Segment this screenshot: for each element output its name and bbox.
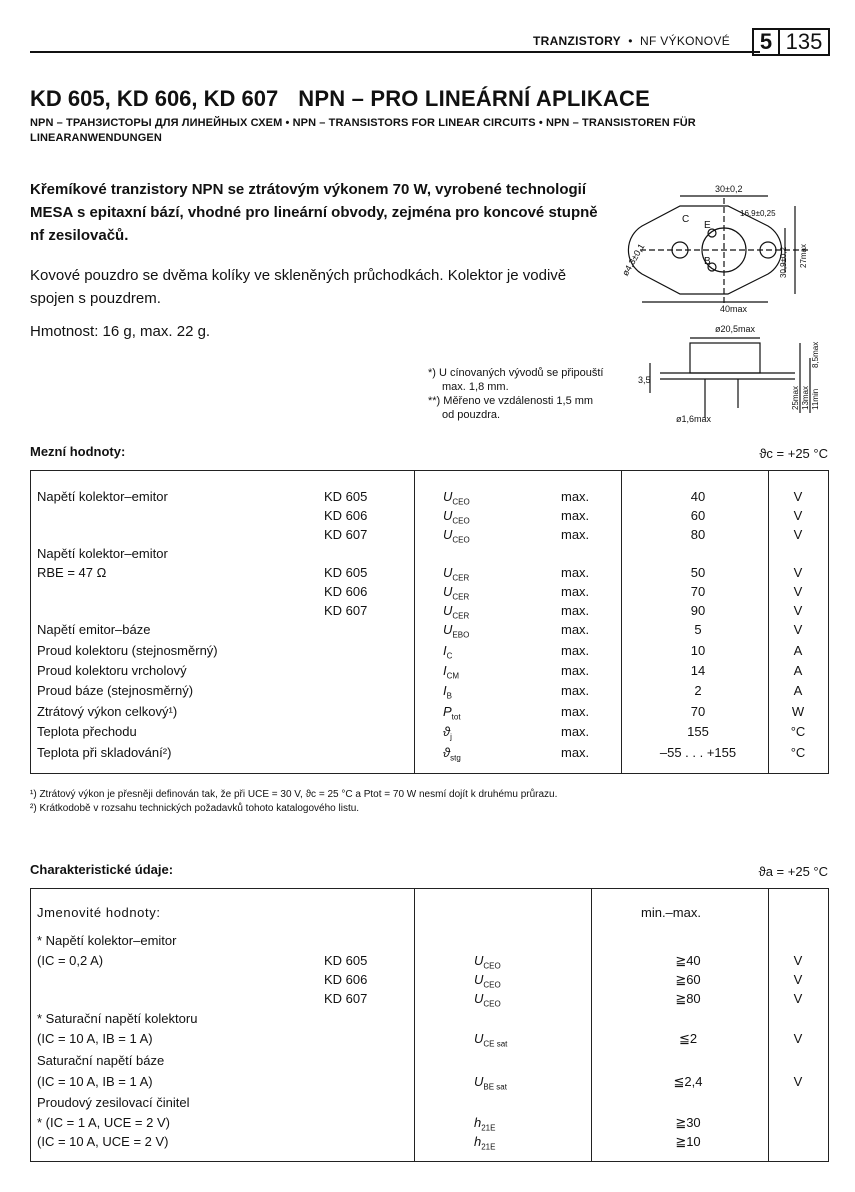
limits-param-name: Napětí kolektor–emitor (37, 489, 168, 504)
chars-row (31, 1029, 828, 1048)
limits-model: KD 606 (324, 508, 368, 523)
chars-row (31, 989, 828, 1008)
chapter-number: 5 (752, 28, 780, 56)
chars-symbol-sub: 21E (481, 1142, 496, 1152)
chars-symbol-sub: CE sat (483, 1039, 508, 1049)
dim-43: ø4,3±0,1 (620, 241, 647, 278)
limits-limit: max. (561, 527, 590, 542)
limits-unit: V (793, 565, 803, 580)
dim-205: ø20,5max (715, 324, 756, 334)
chars-param-name: (IC = 10 A, UCE = 2 V) (37, 1134, 169, 1149)
header-section: TRANZISTORY (532, 34, 621, 48)
chars-symbol-main: h (474, 1134, 482, 1149)
page-title (30, 86, 650, 112)
limits-value: 2 (694, 683, 702, 698)
limits-param-name: RBE = 47 Ω (37, 565, 107, 580)
chars-model: KD 605 (324, 953, 368, 968)
limits-row (31, 601, 828, 620)
limits-table (30, 470, 829, 774)
body-paragraph: Kovové pouzdro se dvěma kolíky ve skleněných průchodkách. Kolektor je vodivě spojen s pouzdrem. (30, 267, 567, 307)
limits-title: Mezní hodnoty: (30, 444, 126, 459)
limits-model: KD 605 (324, 489, 368, 504)
limits-row (31, 506, 828, 525)
chars-unit: V (793, 1031, 803, 1046)
limits-param-name: Teplota při skladování²) (37, 745, 172, 760)
chars-model: KD 607 (324, 991, 368, 1006)
limits-symbol-main: I (443, 643, 447, 658)
chars-symbol-sub: CEO (483, 999, 501, 1009)
limits-symbol-sub: CM (446, 671, 460, 681)
dim-27: 27max (799, 243, 808, 268)
pin-label-c: C (682, 214, 690, 225)
limits-value: 14 (690, 663, 706, 678)
limits-limit: max. (561, 663, 590, 678)
limits-value: 40 (690, 489, 706, 504)
limits-model: KD 607 (324, 527, 368, 542)
limits-symbol-sub: tot (451, 712, 461, 722)
limits-symbol-sub: EBO (452, 630, 470, 640)
chars-unit: V (793, 1074, 803, 1089)
limits-symbol-main: U (443, 508, 453, 523)
dim-30: 30±0,2 (715, 184, 743, 194)
limits-unit: V (793, 508, 803, 523)
chars-row (31, 1051, 828, 1070)
limits-value: –55 . . . +155 (659, 745, 737, 760)
title-models: KD 605, KD 606, KD 607 (30, 86, 279, 111)
limits-symbol-sub: CER (452, 573, 470, 583)
limits-limit: max. (561, 622, 590, 637)
limits-unit: A (793, 643, 803, 658)
limits-param-name: Proud kolektoru vrcholový (37, 663, 187, 678)
limits-symbol-main: U (443, 565, 453, 580)
limits-symbol-sub: B (446, 691, 452, 701)
chars-symbol-sub: BE sat (483, 1082, 507, 1092)
limits-row (31, 487, 828, 506)
limits-value: 80 (690, 527, 706, 542)
limits-unit: W (791, 704, 805, 719)
chars-param-name: Proudový zesilovací činitel (37, 1095, 190, 1110)
chars-unit: V (793, 991, 803, 1006)
limits-unit: V (793, 489, 803, 504)
limits-symbol-sub: C (446, 651, 453, 661)
limits-symbol-main: I (443, 683, 447, 698)
chars-symbol-main: h (474, 1115, 482, 1130)
limits-symbol-main: I (443, 663, 447, 678)
limits-model: KD 606 (324, 584, 368, 599)
limits-unit: V (793, 584, 803, 599)
chars-value: ≦2,4 (673, 1074, 703, 1089)
limits-limit: max. (561, 489, 590, 504)
limits-symbol-sub: CER (452, 611, 470, 621)
limits-value: 50 (690, 565, 706, 580)
limits-symbol-main: ϑ (443, 724, 451, 739)
chars-row (31, 1072, 828, 1091)
chars-row (31, 1093, 828, 1112)
chars-value: ≧80 (675, 991, 701, 1006)
dim-309: 30,9±0,2 (779, 246, 788, 278)
limits-row (31, 661, 828, 680)
limits-model: KD 607 (324, 603, 368, 618)
limits-row (31, 582, 828, 601)
chars-symbol-main: U (474, 972, 484, 987)
limits-symbol-sub: CEO (452, 535, 470, 545)
chars-table (30, 888, 829, 1162)
limits-param-name: Napětí kolektor–emitor (37, 546, 168, 561)
limits-limit: max. (561, 584, 590, 599)
limits-symbol-sub: j (450, 732, 452, 742)
limits-row (31, 544, 828, 563)
subtitle-translations: NPN – ТРАНЗИСТОРЫ ДЛЯ ЛИНЕЙНЫХ СХЕМ • NPN – TRANSISTORS FOR LINEAR CIRCUITS • NPN – TRANSISTOREN FÜR LINEARANWENDUNGEN (30, 117, 696, 144)
limits-symbol-main: U (443, 584, 453, 599)
pin-label-e: E (704, 220, 711, 231)
limits-symbol-sub: CER (452, 592, 470, 602)
chars-condition: ϑa = +25 °C (758, 864, 828, 879)
limits-row (31, 702, 828, 721)
chars-symbol-main: U (474, 991, 484, 1006)
chars-header-left: Jmenovité hodnoty: (37, 905, 161, 920)
limits-unit: V (793, 527, 803, 542)
limits-row (31, 743, 828, 762)
page-number: 135 (778, 28, 830, 56)
dim-16: ø1,6max (676, 414, 712, 424)
package-diagram (620, 178, 830, 433)
limits-limit: max. (561, 643, 590, 658)
weight-text: Hmotnost: 16 g, max. 22 g. (30, 323, 211, 340)
header-text (533, 34, 730, 48)
limits-param-name: Proud báze (stejnosměrný) (37, 683, 194, 698)
limits-symbol-main: U (443, 489, 453, 504)
limits-row (31, 525, 828, 544)
notes (428, 366, 608, 422)
chars-param-name: (IC = 10 A, IB = 1 A) (37, 1074, 153, 1089)
limits-unit: A (793, 663, 803, 678)
chars-param-name: (IC = 10 A, IB = 1 A) (37, 1031, 153, 1046)
limits-unit: A (793, 683, 803, 698)
limits-unit: V (793, 622, 803, 637)
chars-symbol-main: U (474, 1074, 484, 1089)
limits-symbol-main: ϑ (443, 745, 451, 760)
chars-value: ≧30 (675, 1115, 701, 1130)
chars-header-range: min.–max. (641, 905, 701, 920)
limits-row (31, 620, 828, 639)
limits-limit: max. (561, 704, 590, 719)
chars-symbol (474, 1029, 507, 1054)
chars-symbol (474, 1132, 495, 1157)
chars-value: ≧60 (675, 972, 701, 987)
pin-label-b: B (704, 256, 711, 267)
chars-unit: V (793, 953, 803, 968)
dim-85: 8,5max (811, 341, 820, 368)
limits-row (31, 681, 828, 700)
chars-value: ≧10 (675, 1134, 701, 1149)
dim-13: 13max (801, 385, 810, 410)
dim-35: 3,5 (638, 375, 651, 385)
chars-row (31, 1009, 828, 1028)
limits-symbol-main: P (443, 704, 452, 719)
limits-footnote-2: ²) Krátkodobě v rozsahu technických požadavků tohoto katalogového listu. (30, 803, 360, 814)
limits-value: 60 (690, 508, 706, 523)
limits-condition: ϑc = +25 °C (759, 446, 828, 461)
limits-symbol-sub: stg (450, 753, 461, 763)
header-category: NF VÝKONOVÉ (640, 34, 730, 48)
limits-limit: max. (561, 724, 590, 739)
limits-symbol-main: U (443, 622, 453, 637)
limits-symbol-main: U (443, 527, 453, 542)
chars-param-name: (IC = 0,2 A) (37, 953, 104, 968)
limits-value: 10 (690, 643, 706, 658)
dim-169: 16,9±0,25 (740, 209, 776, 218)
chars-param-name: * (IC = 1 A, UCE = 2 V) (37, 1115, 170, 1130)
limits-row (31, 641, 828, 660)
chars-title: Charakteristické údaje: (30, 862, 174, 877)
chars-row (31, 951, 828, 970)
chars-symbol-main: U (474, 953, 484, 968)
dim-25: 25max (791, 385, 800, 410)
chars-param-name: Saturační napětí báze (37, 1053, 165, 1068)
chars-row (31, 931, 828, 950)
dim-11: 11min (811, 388, 820, 410)
chars-symbol-sub: 21E (481, 1123, 496, 1133)
chars-param-name: * Saturační napětí kolektoru (37, 1011, 198, 1026)
chars-symbol-main: U (474, 1031, 484, 1046)
title-type: NPN – PRO LINEÁRNÍ APLIKACE (298, 86, 650, 111)
chars-row (31, 1132, 828, 1151)
page-header (0, 0, 855, 60)
chars-unit: V (793, 972, 803, 987)
limits-unit: V (793, 603, 803, 618)
limits-footnote-1: ¹) Ztrátový výkon je přesněji definován tak, že při UCE = 30 V, ϑc = 25 °C a Ptot = 70 W nesmí dojít k druhému průrazu. (30, 789, 558, 800)
limits-model: KD 605 (324, 565, 368, 580)
limits-symbol-sub: CEO (452, 497, 470, 507)
limits-unit: °C (790, 724, 806, 739)
limits-symbol (443, 743, 461, 768)
limits-limit: max. (561, 745, 590, 760)
limits-limit: max. (561, 508, 590, 523)
limits-param-name: Napětí emitor–báze (37, 622, 151, 637)
limits-row (31, 563, 828, 582)
limits-limit: max. (561, 603, 590, 618)
header-bullet: • (628, 34, 633, 48)
limits-limit: max. (561, 683, 590, 698)
limits-param-name: Proud kolektoru (stejnosměrný) (37, 643, 218, 658)
limits-limit: max. (561, 565, 590, 580)
chars-row (31, 1113, 828, 1132)
note-1: *) U cínovaných vývodů se připouští max. 1,8 mm. (428, 367, 604, 393)
limits-value: 90 (690, 603, 706, 618)
limits-param-name: Ztrátový výkon celkový¹) (37, 704, 178, 719)
chars-model: KD 606 (324, 972, 368, 987)
chars-param-name: * Napětí kolektor–emitor (37, 933, 177, 948)
chars-symbol-sub: CEO (483, 980, 501, 990)
limits-value: 155 (687, 724, 709, 739)
limits-value: 5 (694, 622, 702, 637)
limits-param-name: Teplota přechodu (37, 724, 137, 739)
limits-symbol-main: U (443, 603, 453, 618)
limits-value: 70 (690, 704, 706, 719)
chars-header-row (31, 903, 828, 922)
chars-value: ≧40 (675, 953, 701, 968)
chars-symbol-sub: CEO (483, 961, 501, 971)
limits-value: 70 (690, 584, 706, 599)
intro-paragraph: Křemíkové tranzistory NPN se ztrátovým výkonem 70 W, vyrobené technologií MESA s epitaxní bází, vhodné pro lineární obvody, zejména pro koncové stupně nf zesilovačů. (30, 181, 598, 244)
side-body (690, 343, 760, 373)
limits-symbol-sub: CEO (452, 516, 470, 526)
header-rule (30, 51, 760, 53)
limits-unit: °C (790, 745, 806, 760)
limits-row (31, 722, 828, 741)
chars-row (31, 970, 828, 989)
note-2: **) Měřeno ve vzdálenosti 1,5 mm od pouzdra. (428, 395, 594, 421)
chars-value: ≦2 (678, 1031, 698, 1046)
dim-40: 40max (720, 304, 748, 314)
